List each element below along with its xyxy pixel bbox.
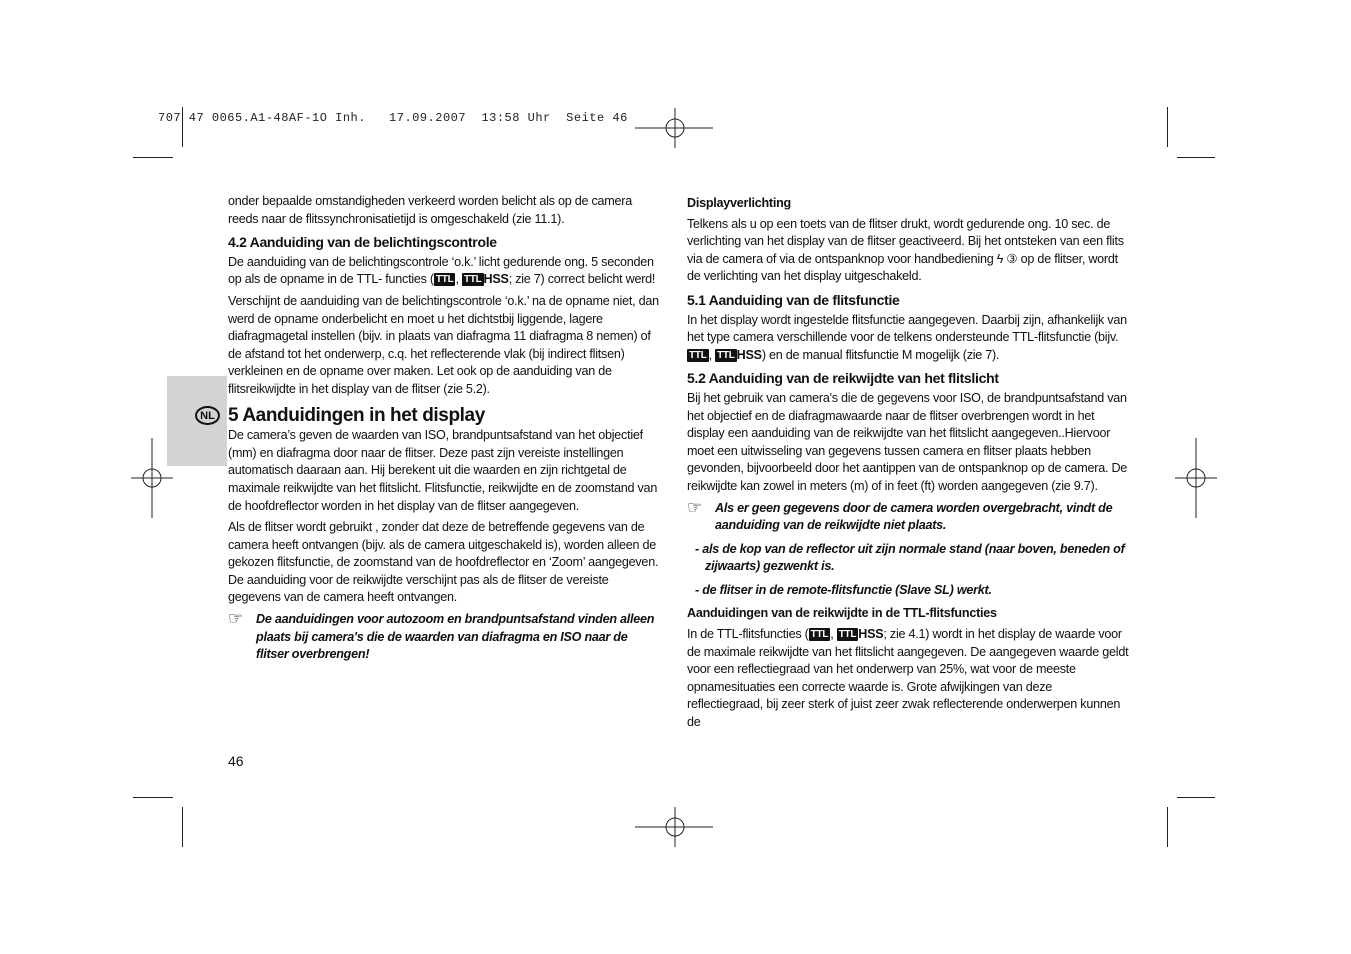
hss-label: HSS [483, 272, 509, 287]
paragraph: Bij het gebruik van camera's die de gegevens voor ISO, de brandpuntsafstand van het objectief en de diafragmawaarde naar de flitser overbrengen wordt in het display een aanduiding van de reikwijdte van het flitslicht aangegeven..Hiervoor moet een uitwisseling van gegevens tussen camera en flitser plaats hebben gevonden, bijvoorbeeld door het aantippen van de ontspanknop op de camera. De reikwijdte kan zowel in meters (m) of in feet (ft) worden aangegeven (zie 9.7). [687, 390, 1128, 493]
paragraph: onder bepaalde omstandigheden verkeerd worden belicht als op de camera reeds naar de flitssynchronisatietijd is omgeschakeld (zie 11.1). [228, 194, 632, 226]
section-heading-5-1: 5.1 Aanduiding van de flitsfunctie [687, 291, 900, 308]
paragraph: Verschijnt de aanduiding van de belichtingscontrole ‘o.k.’ na de opname niet, dan werd de opname onderbelicht en moet u het dichtstbij liggende, lagere diafragmagetal instellen (bijv. in plaats van diafragma 11 diafragma 8 nemen) of de afstand tot het onderwerp, c.q. het reflecterende vlak (bij indirect flitsen) verkleinen en de opname over maken. Let ook op de aanduiding van de flitsreikwijdte in het display van de flitser (zie 5.2). [228, 293, 659, 396]
paragraph: De camera’s geven de waarden van ISO, brandpuntsafstand van het objectief (mm) en diafragma door naar de flitser. Deze past zijn vereiste instellingen automatisch daaraan aan. Hij berekent uit die waarden en zijn richtgetal de maximale reikwijdte van het flitslicht. Flitsfunctie, reikwijdte en de zoomstand van de hoofdreflector worden in het display van de flitser aangegeven. [228, 428, 658, 513]
section-heading-5: 5 Aanduidingen in het display [228, 404, 485, 426]
paragraph: Telkens als u op een toets van de flitser drukt, wordt gedurende ong. 10 sec. de verlichting van het display van de flitser geactiveerd. Bij het ontsteken van een flits via de camera of via de ontspanknop voor handbediening ϟ ③ op de flitser, wordt de verlichting van het display uitgeschakeld. [687, 216, 1124, 284]
hss-label: HSS [858, 627, 884, 642]
right-column [687, 193, 1131, 736]
language-badge: NL [195, 406, 220, 425]
pointing-hand-icon: ☞ [228, 609, 243, 629]
ttl-icon: TTL [838, 629, 857, 641]
section-heading-5-2: 5.2 Aanduiding van de reikwijdte van het flitslicht [687, 370, 999, 387]
ttl-icon: TTL [463, 274, 482, 286]
paragraph: De aanduiding van de belichtingscontrole ‘o.k.’ licht gedurende ong. 5 seconden op als de opname in de TTL- functies ( TTL , TTL HSS; zie 7) correct belicht werd! [228, 254, 656, 287]
ttl-icon: TTL [435, 274, 454, 286]
paragraph: In de TTL-flitsfuncties ( TTL , TTL HSS; zie 4.1) wordt in het display de waarde voor de maximale reikwijdte van het flitslicht aangegeven. De aangegeven waarde geldt voor een reflectiegraad van het onderwerp van 25%, wat voor de meeste opnamesituaties een correcte waarde is. Grote afwijkingen van deze reflectiegraad, bij zeer sterk of juist zeer zwak reflecterende onderwerpen kunnen de [687, 627, 1129, 730]
note-item: - als de kop van de reflector uit zijn normale stand (naar boven, beneden of zijwaarts) gezwenkt is. [695, 541, 1125, 574]
subheading-display-lighting: Displayverlichting [687, 196, 791, 210]
section-heading-4-2: 4.2 Aanduiding van de belichtingscontrole [228, 234, 497, 251]
registration-mark-bottom [635, 807, 715, 847]
ttl-icon: TTL [717, 349, 735, 361]
paragraph: Als de flitser wordt gebruikt , zonder dat deze de betreffende gegevens van de camera heeft ontvangen (bijv. als de camera uitgeschakeld is), worden alleen de gekozen flitsfunctie, de zoomstand van de hoofdreflector en ‘Zoom’ aangegeven. De aanduiding voor de reikwijdte verschijnt pas als de flitser de vereiste gegevens van de camera heeft ontvangen. [228, 520, 659, 605]
note: ☞ Als er geen gegevens door de camera worden overgebracht, vindt de aanduiding van de reikwijdte niet plaats. [687, 497, 1113, 533]
ttl-icon: TTL [689, 349, 707, 361]
print-slug: 707 47 0065.A1-48AF-1O Inh. 17.09.2007 13:58 Uhr Seite 46 [158, 111, 628, 125]
registration-mark-right [1175, 438, 1217, 518]
subheading-ttl-range: Aanduidingen van de reikwijdte in de TTL-flitsfuncties [687, 606, 997, 621]
page-number: 46 [228, 753, 244, 769]
left-column [228, 193, 660, 670]
note-item: - de flitser in de remote-flitsfunctie (Slave SL) werkt. [695, 582, 992, 597]
paragraph: In het display wordt ingestelde flitsfunctie aangegeven. Daarbij zijn, afhankelijk van het type camera verschillende voor de telkens ondersteunde TTL-flitsfunctie (bijv. TTL , TTL HSS) en de manual flitsfunctie M mogelijk (zie 7). [687, 312, 1127, 362]
hss-label: HSS [736, 347, 762, 362]
note: ☞ De aanduidingen voor autozoom en brandpuntsafstand vinden alleen plaats bij camera's die de waarden van diafragma en ISO naar de flitser overbrengen! [228, 609, 655, 662]
registration-mark-top [635, 108, 715, 148]
pointing-hand-icon: ☞ [687, 497, 702, 517]
ttl-icon: TTL [810, 629, 829, 641]
flash-icon: ϟ [996, 251, 1004, 266]
